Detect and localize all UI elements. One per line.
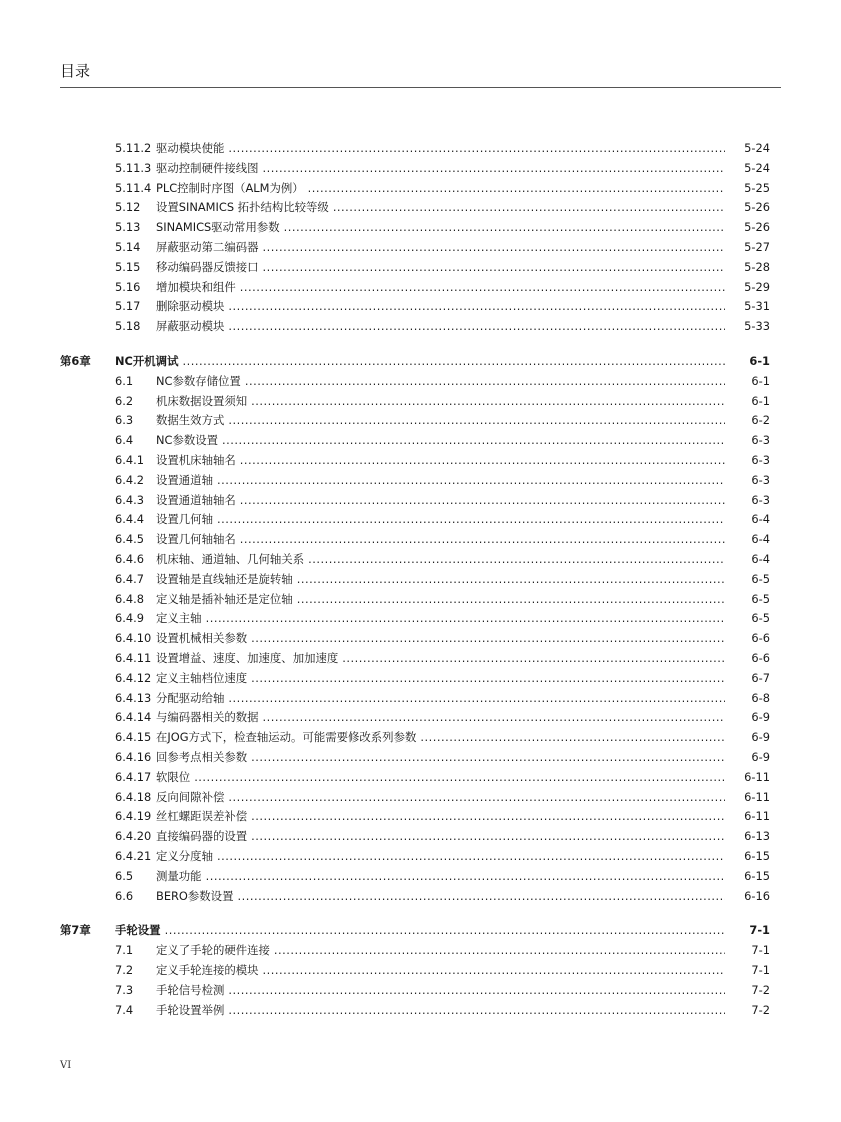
toc-dot-leader <box>240 450 725 470</box>
toc-entry[interactable] <box>60 886 770 906</box>
toc-entry-title: 设置机床轴轴名 <box>156 450 240 470</box>
toc-dot-leader <box>251 747 725 767</box>
toc-section-number: 6.4.3 <box>115 493 144 507</box>
toc-title-leader <box>156 980 725 1000</box>
toc-title-leader <box>156 178 725 198</box>
toc-dot-leader <box>263 257 725 277</box>
toc-entry[interactable] <box>60 257 770 277</box>
toc-page-number: 6-3 <box>751 453 770 467</box>
toc-page-number: 6-4 <box>751 512 770 526</box>
toc-section-number: 6.4.13 <box>115 691 152 705</box>
toc-page-number: 6-1 <box>751 394 770 408</box>
toc-entry-title: 定义主轴 <box>156 608 206 628</box>
toc-dot-leader <box>263 158 725 178</box>
toc-entry-title: 设置几何轴轴名 <box>156 529 240 549</box>
toc-entry[interactable] <box>60 549 770 569</box>
toc-chapter-label: 第6章 <box>60 354 91 368</box>
toc-title-leader <box>156 430 725 450</box>
toc-title-leader <box>156 391 725 411</box>
toc-dot-leader <box>237 886 725 906</box>
toc-entry[interactable] <box>60 707 770 727</box>
toc-dot-leader <box>228 980 725 1000</box>
toc-section-number: 6.4.5 <box>115 532 144 546</box>
toc-title-leader <box>156 217 725 237</box>
toc-section-number: 6.4.20 <box>115 829 152 843</box>
toc-entry-title: 机床轴、通道轴、几何轴关系 <box>156 549 308 569</box>
toc-page-number: 5-26 <box>744 200 770 214</box>
toc-title-leader <box>156 940 725 960</box>
toc-entry[interactable] <box>60 391 770 411</box>
toc-title-leader <box>156 960 725 980</box>
toc-page-number: 5-27 <box>744 240 770 254</box>
toc-entry-title: 定义分度轴 <box>156 846 217 866</box>
toc-page-number: 6-5 <box>751 592 770 606</box>
toc-section-number: 6.2 <box>115 394 134 408</box>
toc-dot-leader <box>217 509 725 529</box>
toc-section-number: 6.1 <box>115 374 134 388</box>
toc-title-leader <box>156 138 725 158</box>
toc-section-number: 6.4.8 <box>115 592 144 606</box>
toc-entry-title: 手轮设置举例 <box>156 1000 228 1020</box>
toc-section-number: 6.4.9 <box>115 611 144 625</box>
toc-title-leader <box>156 470 725 490</box>
toc-title-leader <box>156 886 725 906</box>
toc-entry[interactable] <box>60 628 770 648</box>
toc-title-leader <box>156 767 725 787</box>
toc-page-number: 5-31 <box>744 299 770 313</box>
toc-dot-leader <box>217 846 725 866</box>
toc-chapter-entry[interactable] <box>60 920 770 940</box>
toc-dot-leader <box>263 960 725 980</box>
toc-entry[interactable] <box>60 450 770 470</box>
toc-page-number: 6-9 <box>751 730 770 744</box>
toc-page-number: 6-5 <box>751 572 770 586</box>
toc-entry[interactable] <box>60 569 770 589</box>
toc-section-number: 6.5 <box>115 869 134 883</box>
toc-title-leader <box>156 648 725 668</box>
toc-section-number: 6.6 <box>115 889 134 903</box>
toc-entry-title: 设置增益、速度、加速度、加加速度 <box>156 648 342 668</box>
toc-entry-title: 删除驱动模块 <box>156 296 228 316</box>
toc-page-number: 5-24 <box>744 161 770 175</box>
toc-entry[interactable] <box>60 237 770 257</box>
toc-title-leader <box>156 529 725 549</box>
toc-entry[interactable] <box>60 960 770 980</box>
toc-entry-title: 定义了手轮的硬件连接 <box>156 940 274 960</box>
toc-entry[interactable] <box>60 296 770 316</box>
toc-page-number: 5-26 <box>744 220 770 234</box>
toc-section-number: 5.12 <box>115 200 141 214</box>
toc-section-number: 5.11.4 <box>115 181 152 195</box>
toc-title-leader <box>156 787 725 807</box>
toc-entry[interactable] <box>60 668 770 688</box>
toc-entry-title: 定义主轴档位速度 <box>156 668 251 688</box>
toc-dot-leader <box>308 549 725 569</box>
toc-section-number: 6.4.4 <box>115 512 144 526</box>
toc-title-leader <box>156 668 725 688</box>
toc-dot-leader <box>228 1000 725 1020</box>
toc-entry[interactable] <box>60 980 770 1000</box>
toc-dot-leader <box>240 277 725 297</box>
toc-dot-leader <box>240 490 725 510</box>
toc-title-leader <box>156 549 725 569</box>
toc-title-leader <box>156 846 725 866</box>
toc-dot-leader <box>251 628 725 648</box>
toc-entry-title: 设置轴是直线轴还是旋转轴 <box>156 569 297 589</box>
toc-entry[interactable] <box>60 490 770 510</box>
toc-entry[interactable] <box>60 371 770 391</box>
toc-entry-title: 与编码器相关的数据 <box>156 707 263 727</box>
toc-dot-leader <box>342 648 725 668</box>
toc-page-number: 6-11 <box>744 809 770 823</box>
toc-page-number: 6-4 <box>751 552 770 566</box>
toc-entry[interactable] <box>60 178 770 198</box>
toc-page-number: 6-15 <box>744 849 770 863</box>
toc-section-number: 6.4.7 <box>115 572 144 586</box>
toc-section-number: 6.4.18 <box>115 790 152 804</box>
toc-entry-title: 分配驱动给轴 <box>156 688 228 708</box>
toc-entry[interactable] <box>60 826 770 846</box>
toc-dot-leader <box>206 608 725 628</box>
toc-dot-leader <box>240 529 725 549</box>
toc-dot-leader <box>251 806 725 826</box>
toc-dot-leader <box>217 470 725 490</box>
toc-dot-leader <box>194 767 725 787</box>
toc-title-leader <box>156 747 725 767</box>
toc-page-number: 6-4 <box>751 532 770 546</box>
toc-page-number: 6-13 <box>744 829 770 843</box>
toc-title-leader <box>156 237 725 257</box>
toc-page-number: 6-16 <box>744 889 770 903</box>
toc-section-number: 6.4.14 <box>115 710 152 724</box>
toc-page-number: 6-6 <box>751 651 770 665</box>
toc-title-leader <box>156 450 725 470</box>
toc-entry[interactable] <box>60 806 770 826</box>
toc-title-leader <box>156 826 725 846</box>
toc-dot-leader <box>420 727 725 747</box>
toc-entry-title: 驱动模块使能 <box>156 138 228 158</box>
toc-title-leader <box>115 351 725 371</box>
toc-title-leader <box>156 509 725 529</box>
toc-section-number: 6.4.19 <box>115 809 152 823</box>
toc-entry-title: 直接编码器的设置 <box>156 826 251 846</box>
toc-entry[interactable] <box>60 138 770 158</box>
toc-section-number: 6.4.16 <box>115 750 152 764</box>
toc-entry[interactable] <box>60 940 770 960</box>
toc-title-leader <box>156 197 725 217</box>
toc-page-number: 5-28 <box>744 260 770 274</box>
toc-chapter-entry[interactable] <box>60 351 770 371</box>
toc-title-leader <box>156 589 725 609</box>
toc-title-leader <box>156 410 725 430</box>
toc-section-number: 5.18 <box>115 319 141 333</box>
toc-entry-title: 设置SINAMICS 拓扑结构比较等级 <box>156 197 333 217</box>
toc-section-number: 7.3 <box>115 983 134 997</box>
toc-page-number: 6-15 <box>744 869 770 883</box>
toc-title-leader <box>156 490 725 510</box>
toc-entry[interactable] <box>60 648 770 668</box>
toc-dot-leader <box>308 178 725 198</box>
toc-page-number: 6-7 <box>751 671 770 685</box>
toc-title-leader <box>156 277 725 297</box>
toc-page-number: 6-11 <box>744 790 770 804</box>
toc-dot-leader <box>165 920 725 940</box>
toc-section-number: 6.4.21 <box>115 849 152 863</box>
toc-page-number: 7-2 <box>751 983 770 997</box>
toc-entry[interactable] <box>60 866 770 886</box>
toc-page-number: 6-3 <box>751 433 770 447</box>
toc-title-leader <box>156 371 725 391</box>
toc-entry-title: 移动编码器反馈接口 <box>156 257 263 277</box>
toc-entry-title: 回参考点相关参数 <box>156 747 251 767</box>
toc-page-number: 6-3 <box>751 493 770 507</box>
toc-dot-leader <box>228 138 725 158</box>
toc-entry[interactable] <box>60 316 770 336</box>
toc-title-leader <box>156 1000 725 1020</box>
toc-section-number: 6.4.11 <box>115 651 152 665</box>
toc-section-number: 5.11.3 <box>115 161 152 175</box>
toc-entry-title: 手轮设置 <box>115 920 165 940</box>
toc-entry-title: 驱动控制硬件接线图 <box>156 158 263 178</box>
toc-entry[interactable] <box>60 470 770 490</box>
toc-section-number: 5.14 <box>115 240 141 254</box>
toc-title-leader <box>156 727 725 747</box>
toc-dot-leader <box>297 589 725 609</box>
toc-title-leader <box>156 158 725 178</box>
toc-entry-title: 屏蔽驱动模块 <box>156 316 228 336</box>
toc-page-number: 6-3 <box>751 473 770 487</box>
toc-entry[interactable] <box>60 767 770 787</box>
toc-entry[interactable] <box>60 217 770 237</box>
toc-entry-title: 数据生效方式 <box>156 410 228 430</box>
toc-entry-title: 设置通道轴轴名 <box>156 490 240 510</box>
toc-section-number: 6.3 <box>115 413 134 427</box>
toc-page-number: 5-24 <box>744 141 770 155</box>
toc-title-leader <box>156 257 725 277</box>
toc-section-number: 6.4.15 <box>115 730 152 744</box>
toc-page-number: 6-9 <box>751 710 770 724</box>
toc-page-number: 6-5 <box>751 611 770 625</box>
toc-page-number: 6-6 <box>751 631 770 645</box>
toc-entry[interactable] <box>60 787 770 807</box>
toc-dot-leader <box>182 351 725 371</box>
toc-page-number: 6-9 <box>751 750 770 764</box>
toc-entry[interactable] <box>60 589 770 609</box>
toc-page-number: 6-11 <box>744 770 770 784</box>
toc-dot-leader <box>284 217 725 237</box>
toc-section-number: 6.4.12 <box>115 671 152 685</box>
header-rule <box>60 87 781 88</box>
toc-entry-title: BERO参数设置 <box>156 886 237 906</box>
footer-page-number: VI <box>60 1060 72 1071</box>
toc-title-leader <box>156 806 725 826</box>
toc-dot-leader <box>222 430 725 450</box>
toc-entry-title: 软限位 <box>156 767 194 787</box>
toc-section-number: 6.4 <box>115 433 134 447</box>
toc-section-number: 6.4.1 <box>115 453 144 467</box>
toc-dot-leader <box>206 866 725 886</box>
toc-entry-title: PLC控制时序图（ALM为例） <box>156 178 308 198</box>
toc-section-number: 5.17 <box>115 299 141 313</box>
toc-section-number: 5.13 <box>115 220 141 234</box>
toc-entry-title: 设置机械相关参数 <box>156 628 251 648</box>
toc-section-number: 5.16 <box>115 280 141 294</box>
toc-entry[interactable] <box>60 688 770 708</box>
toc-entry-title: 屏蔽驱动第二编码器 <box>156 237 263 257</box>
toc-title-leader <box>156 316 725 336</box>
toc-dot-leader <box>263 707 725 727</box>
toc-title-leader <box>156 608 725 628</box>
toc-section-number: 6.4.10 <box>115 631 152 645</box>
toc-dot-leader <box>228 316 725 336</box>
toc-entry-title: 设置几何轴 <box>156 509 217 529</box>
toc-title-leader <box>156 296 725 316</box>
toc-entry-title: NC开机调试 <box>115 351 182 371</box>
toc-entry-title: 反向间隙补偿 <box>156 787 228 807</box>
toc-dot-leader <box>228 296 725 316</box>
toc-dot-leader <box>251 668 725 688</box>
toc-dot-leader <box>333 197 725 217</box>
toc-section-number: 5.15 <box>115 260 141 274</box>
toc-section-number: 7.1 <box>115 943 134 957</box>
toc-section-number: 5.11.2 <box>115 141 152 155</box>
toc-entry[interactable] <box>60 846 770 866</box>
toc-page-number: 5-29 <box>744 280 770 294</box>
toc-entry[interactable] <box>60 608 770 628</box>
toc-page-number: 5-25 <box>744 181 770 195</box>
toc-title-leader <box>156 866 725 886</box>
toc-entry-title: 设置通道轴 <box>156 470 217 490</box>
toc-section-number: 7.4 <box>115 1003 134 1017</box>
toc-entry[interactable] <box>60 430 770 450</box>
toc-section-number: 6.4.2 <box>115 473 144 487</box>
toc-entry[interactable] <box>60 529 770 549</box>
toc-entry[interactable] <box>60 509 770 529</box>
toc-entry[interactable] <box>60 410 770 430</box>
toc-entry[interactable] <box>60 277 770 297</box>
toc-dot-leader <box>274 940 725 960</box>
toc-dot-leader <box>228 787 725 807</box>
toc-entry-title: SINAMICS驱动常用参数 <box>156 217 284 237</box>
toc-entry[interactable] <box>60 158 770 178</box>
toc-chapter-label: 第7章 <box>60 923 91 937</box>
toc-page-number: 5-33 <box>744 319 770 333</box>
toc-entry-title: 在JOG方式下，检查轴运动。可能需要修改系列参数 <box>156 727 420 747</box>
toc-page-number: 6-1 <box>749 354 770 368</box>
toc-page-number: 6-2 <box>751 413 770 427</box>
toc-title-leader <box>156 628 725 648</box>
toc-entry[interactable] <box>60 747 770 767</box>
toc-entry-title: NC参数设置 <box>156 430 222 450</box>
toc-entry-title: 定义手轮连接的模块 <box>156 960 263 980</box>
toc-dot-leader <box>228 688 725 708</box>
toc-dot-leader <box>251 391 725 411</box>
toc-title-leader <box>156 688 725 708</box>
toc-entry-title: 测量功能 <box>156 866 206 886</box>
toc-page-number: 7-1 <box>751 943 770 957</box>
toc-entry[interactable] <box>60 727 770 747</box>
toc-title-leader <box>115 920 725 940</box>
toc-entry-title: 机床数据设置须知 <box>156 391 251 411</box>
page-header-title: 目录 <box>60 62 91 80</box>
toc-dot-leader <box>297 569 725 589</box>
toc-section-number: 6.4.6 <box>115 552 144 566</box>
toc-entry-title: 丝杠螺距误差补偿 <box>156 806 251 826</box>
toc-title-leader <box>156 707 725 727</box>
toc-page-number: 6-8 <box>751 691 770 705</box>
toc-dot-leader <box>245 371 725 391</box>
toc-title-leader <box>156 569 725 589</box>
toc-entry-title: 增加模块和组件 <box>156 277 240 297</box>
toc-entry-title: 手轮信号检测 <box>156 980 228 1000</box>
toc-dot-leader <box>263 237 725 257</box>
toc-page-number: 7-2 <box>751 1003 770 1017</box>
toc-dot-leader <box>251 826 725 846</box>
toc-entry[interactable] <box>60 1000 770 1020</box>
toc-section-number: 7.2 <box>115 963 134 977</box>
toc-page-number: 7-1 <box>749 923 770 937</box>
toc-entry[interactable] <box>60 197 770 217</box>
toc-entry-title: 定义轴是插补轴还是定位轴 <box>156 589 297 609</box>
toc-dot-leader <box>228 410 725 430</box>
toc-section-number: 6.4.17 <box>115 770 152 784</box>
toc-page-number: 6-1 <box>751 374 770 388</box>
toc-page-number: 7-1 <box>751 963 770 977</box>
toc-entry-title: NC参数存储位置 <box>156 371 245 391</box>
